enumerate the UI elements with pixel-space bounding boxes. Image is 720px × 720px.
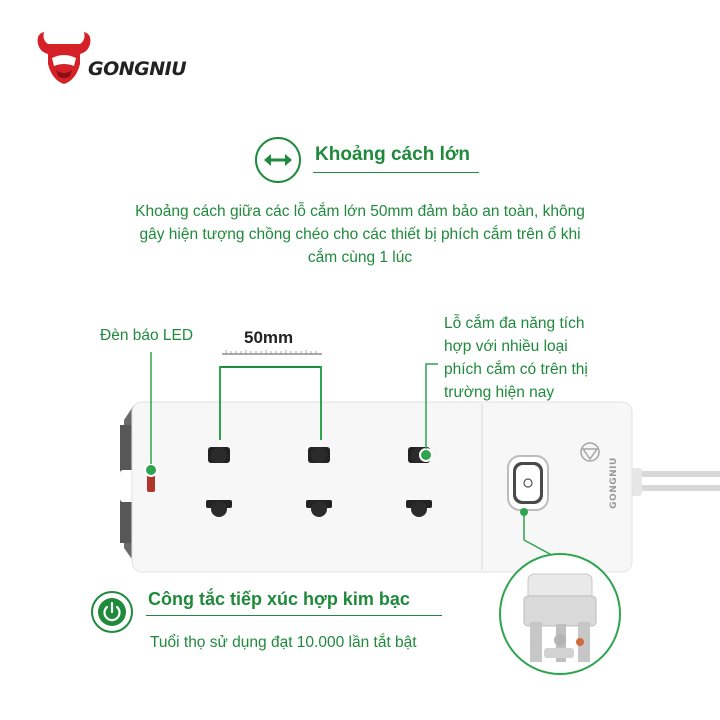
spacing-label: 50mm bbox=[244, 328, 294, 347]
socket-label-line: hợp với nhiều loại bbox=[444, 338, 568, 355]
feature-description-line: gây hiện tượng chồng chéo cho các thiết bị phích cắm trên ổ khi bbox=[139, 226, 581, 243]
socket-top-2 bbox=[308, 447, 330, 463]
brand-name: GONGNIU bbox=[88, 58, 187, 80]
switch-contact-magnifier bbox=[500, 554, 620, 674]
switch-title-underline bbox=[146, 615, 442, 616]
socket-label-line: Lỗ cắm đa năng tích bbox=[444, 315, 585, 332]
power-icon bbox=[90, 590, 134, 634]
feature-description-line: Khoảng cách giữa các lỗ cắm lớn 50mm đảm bảo an toàn, không bbox=[135, 203, 585, 220]
power-switch-face bbox=[516, 465, 540, 501]
led-callout-dot bbox=[145, 464, 157, 476]
socket-label-line: phích cắm có trên thị bbox=[444, 361, 588, 378]
feature-title: Khoảng cách lớn bbox=[315, 144, 470, 165]
socket-callout-dot bbox=[420, 449, 432, 461]
socket-label-line: trường hiện nay bbox=[444, 384, 555, 401]
led-label: Đèn báo LED bbox=[100, 327, 194, 344]
feature-description-line: cắm cùng 1 lúc bbox=[307, 249, 413, 266]
strip-body bbox=[132, 402, 632, 572]
socket-label bbox=[444, 312, 606, 404]
socket-top-1 bbox=[208, 447, 230, 463]
power-cord bbox=[634, 474, 720, 488]
strip-brand-text: GONGNIU bbox=[608, 457, 619, 509]
switch-feature-description: Tuổi thọ sử dụng đạt 10.000 lần tắt bật bbox=[150, 634, 417, 651]
switch-feature-title: Công tắc tiếp xúc hợp kim bạc bbox=[148, 589, 410, 609]
